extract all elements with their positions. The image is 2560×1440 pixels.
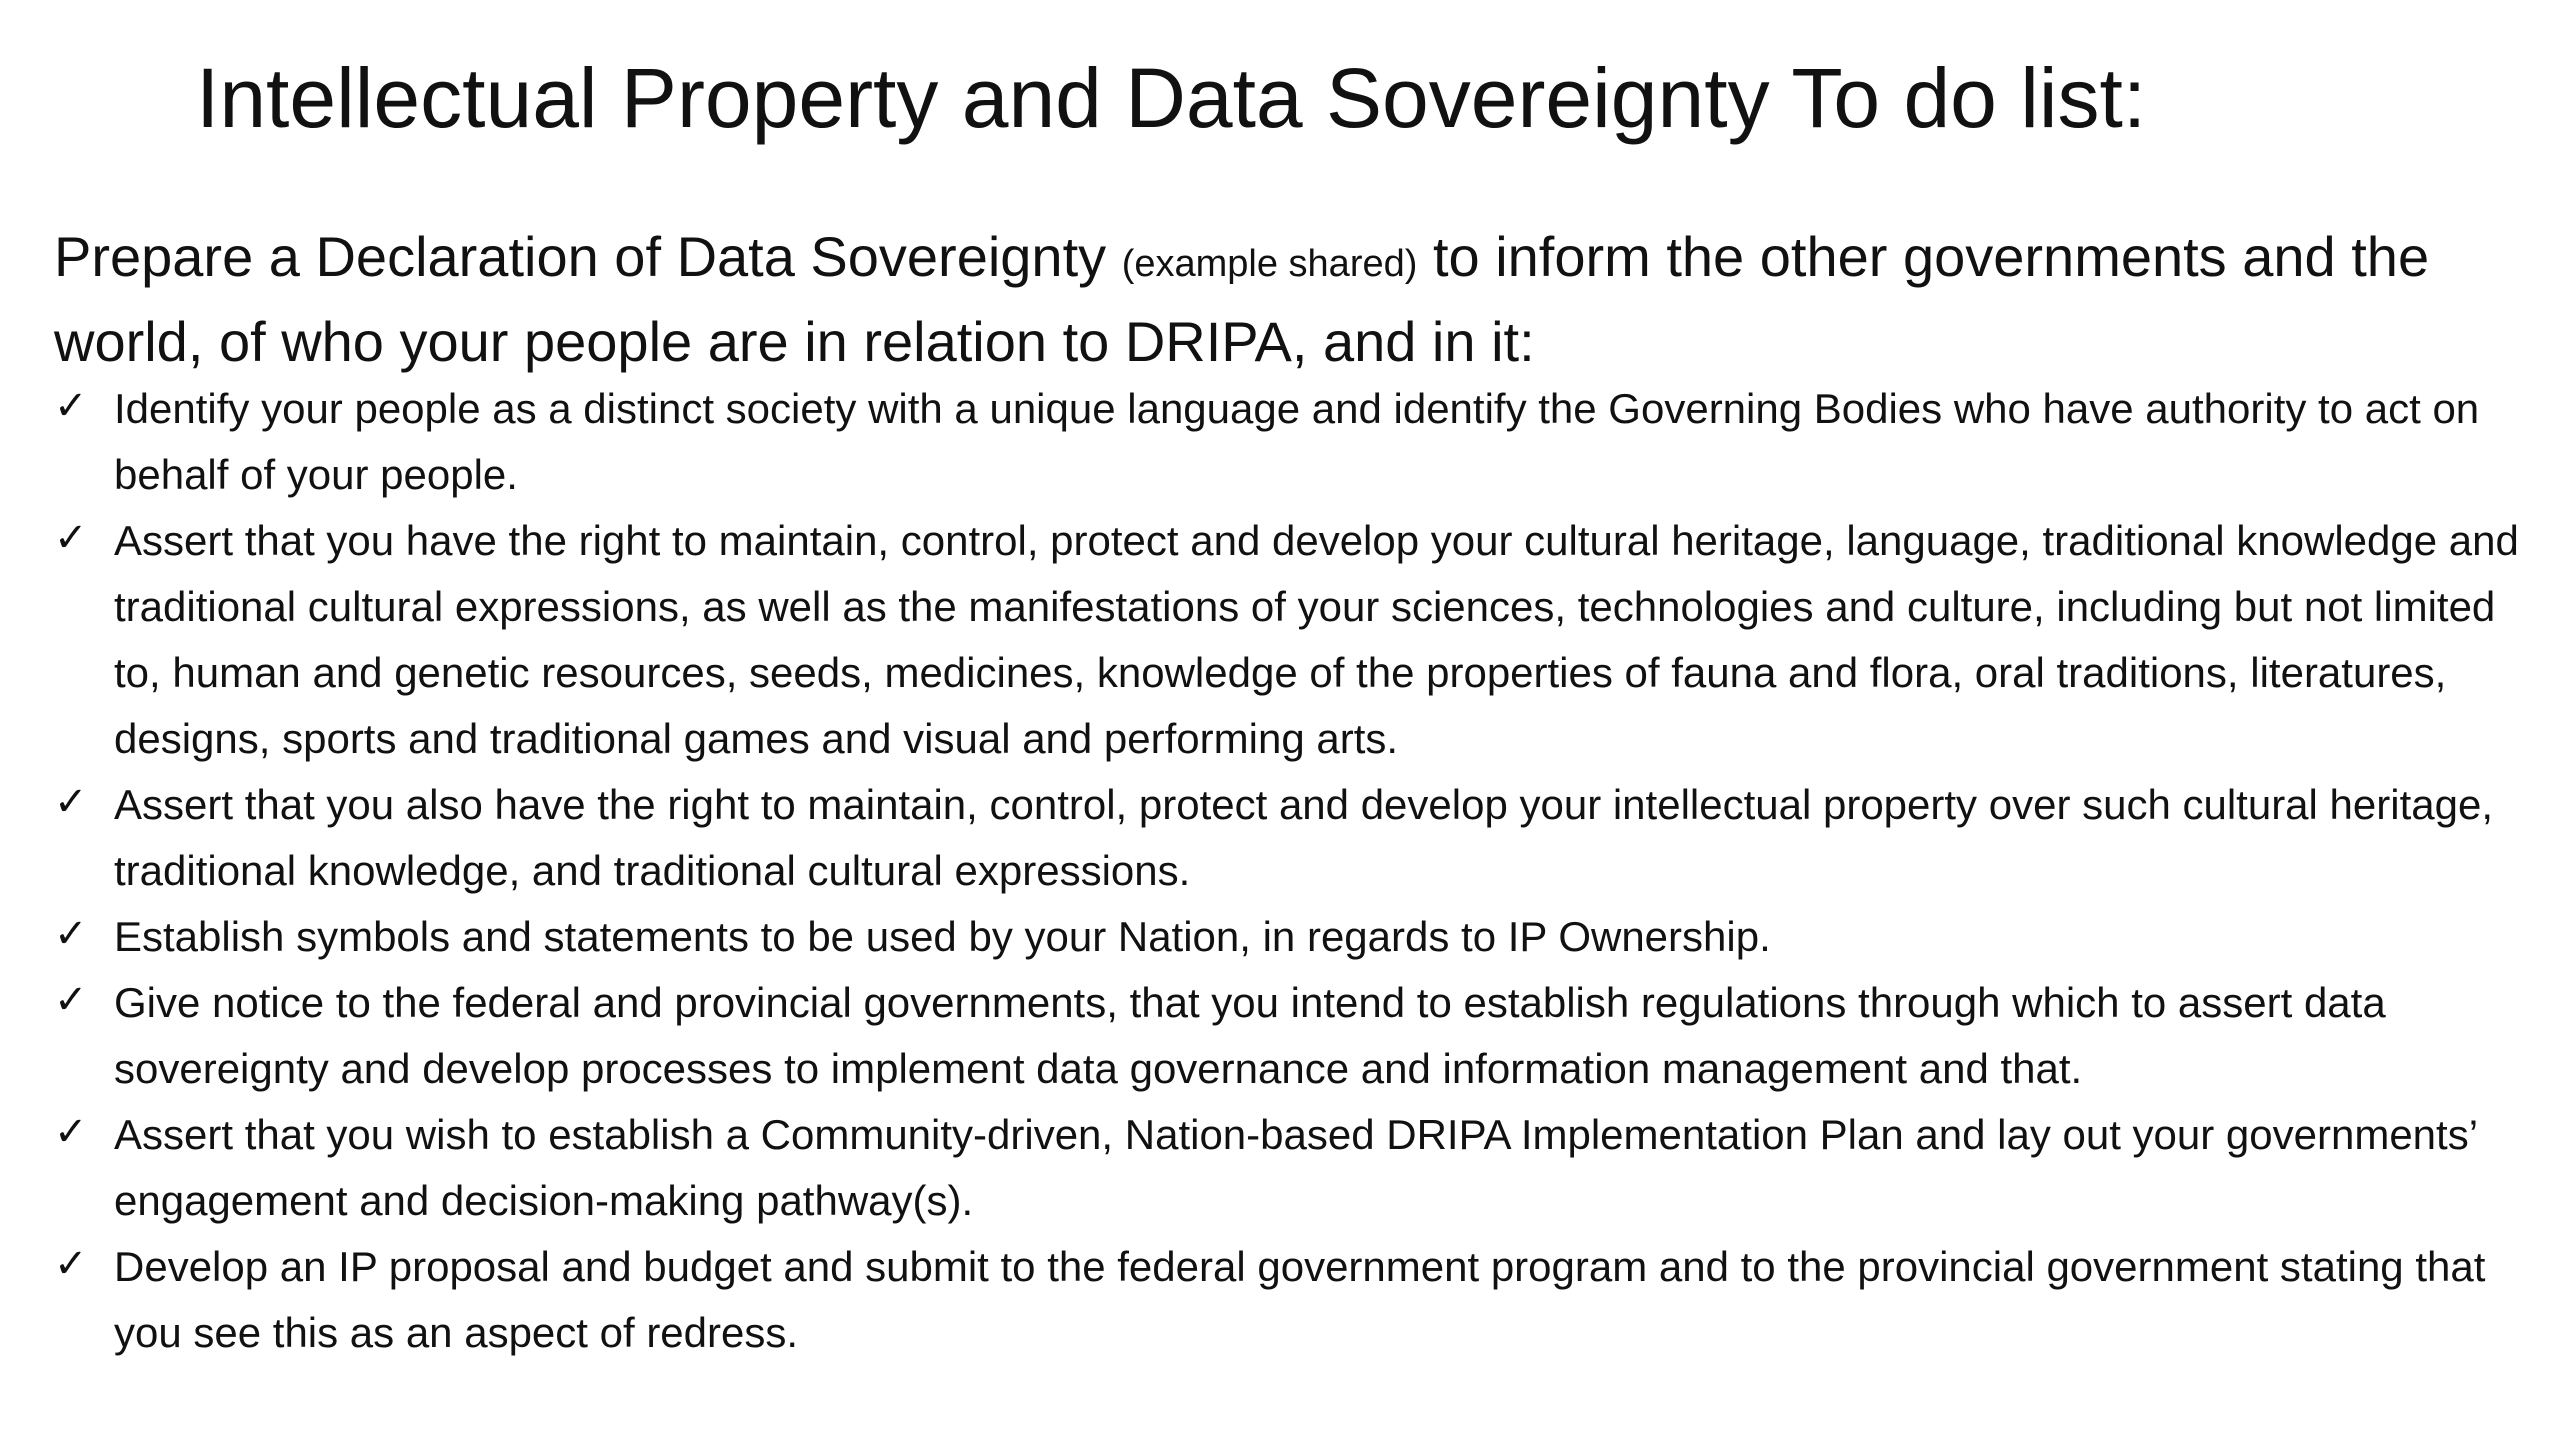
- checkmark-icon: ✓: [54, 515, 88, 561]
- checklist-item: [54, 904, 2524, 970]
- intro-note: (example shared): [1121, 243, 1418, 285]
- checkmark-icon: ✓: [54, 779, 88, 825]
- checkmark-icon: ✓: [54, 1241, 88, 1287]
- checklist-item: [54, 1102, 2524, 1234]
- checklist-item: [54, 376, 2524, 508]
- intro-paragraph: [54, 218, 2514, 381]
- intro-rest: to inform the other governments and the world, of who your people are in relation to DRIPA, and in it:: [54, 225, 2430, 373]
- slide-title: Intellectual Property and Data Sovereignty To do list:: [196, 51, 2147, 145]
- checkmark-icon: ✓: [54, 911, 88, 957]
- checkmark-icon: ✓: [54, 1109, 88, 1155]
- checkmark-icon: ✓: [54, 383, 88, 429]
- checklist-item-text: Assert that you have the right to maintain, control, protect and develop your cultural heritage, language, traditional knowledge and traditional cultural expressions, as well as the manifestations of your sciences, technologies and culture, including but not limited to, human and genetic resources, seeds, medicines, knowledge of the properties of fauna and flora, oral traditions, literatures, designs, sports and traditional games and visual and performing arts.: [114, 517, 2519, 762]
- checklist-item: [54, 970, 2524, 1102]
- checklist-item-text: Assert that you also have the right to maintain, control, protect and develop your intellectual property over such cultural heritage, traditional knowledge, and traditional cultural expressions.: [114, 781, 2493, 894]
- checklist-item-text: Assert that you wish to establish a Community-driven, Nation-based DRIPA Implementation Plan and lay out your governments’ engagement and decision-making pathway(s).: [114, 1111, 2477, 1224]
- todo-checklist: [54, 376, 2524, 1366]
- checklist-item-text: Develop an IP proposal and budget and submit to the federal government program and to the provincial government stating that you see this as an aspect of redress.: [114, 1243, 2486, 1356]
- checkmark-icon: ✓: [54, 977, 88, 1023]
- checklist-item: [54, 1234, 2524, 1366]
- checklist-item-text: Establish symbols and statements to be used by your Nation, in regards to IP Ownership.: [114, 913, 1771, 960]
- checklist-item-text: Give notice to the federal and provincial governments, that you intend to establish regulations through which to assert data sovereignty and develop processes to implement data governance and information management and that.: [114, 979, 2386, 1092]
- checklist-item-text: Identify your people as a distinct society with a unique language and identify the Governing Bodies who have authority to act on behalf of your people.: [114, 385, 2480, 498]
- checklist-item: [54, 772, 2524, 904]
- checklist-item: [54, 508, 2524, 772]
- intro-lead: Prepare a Declaration of Data Sovereignty: [54, 225, 1122, 288]
